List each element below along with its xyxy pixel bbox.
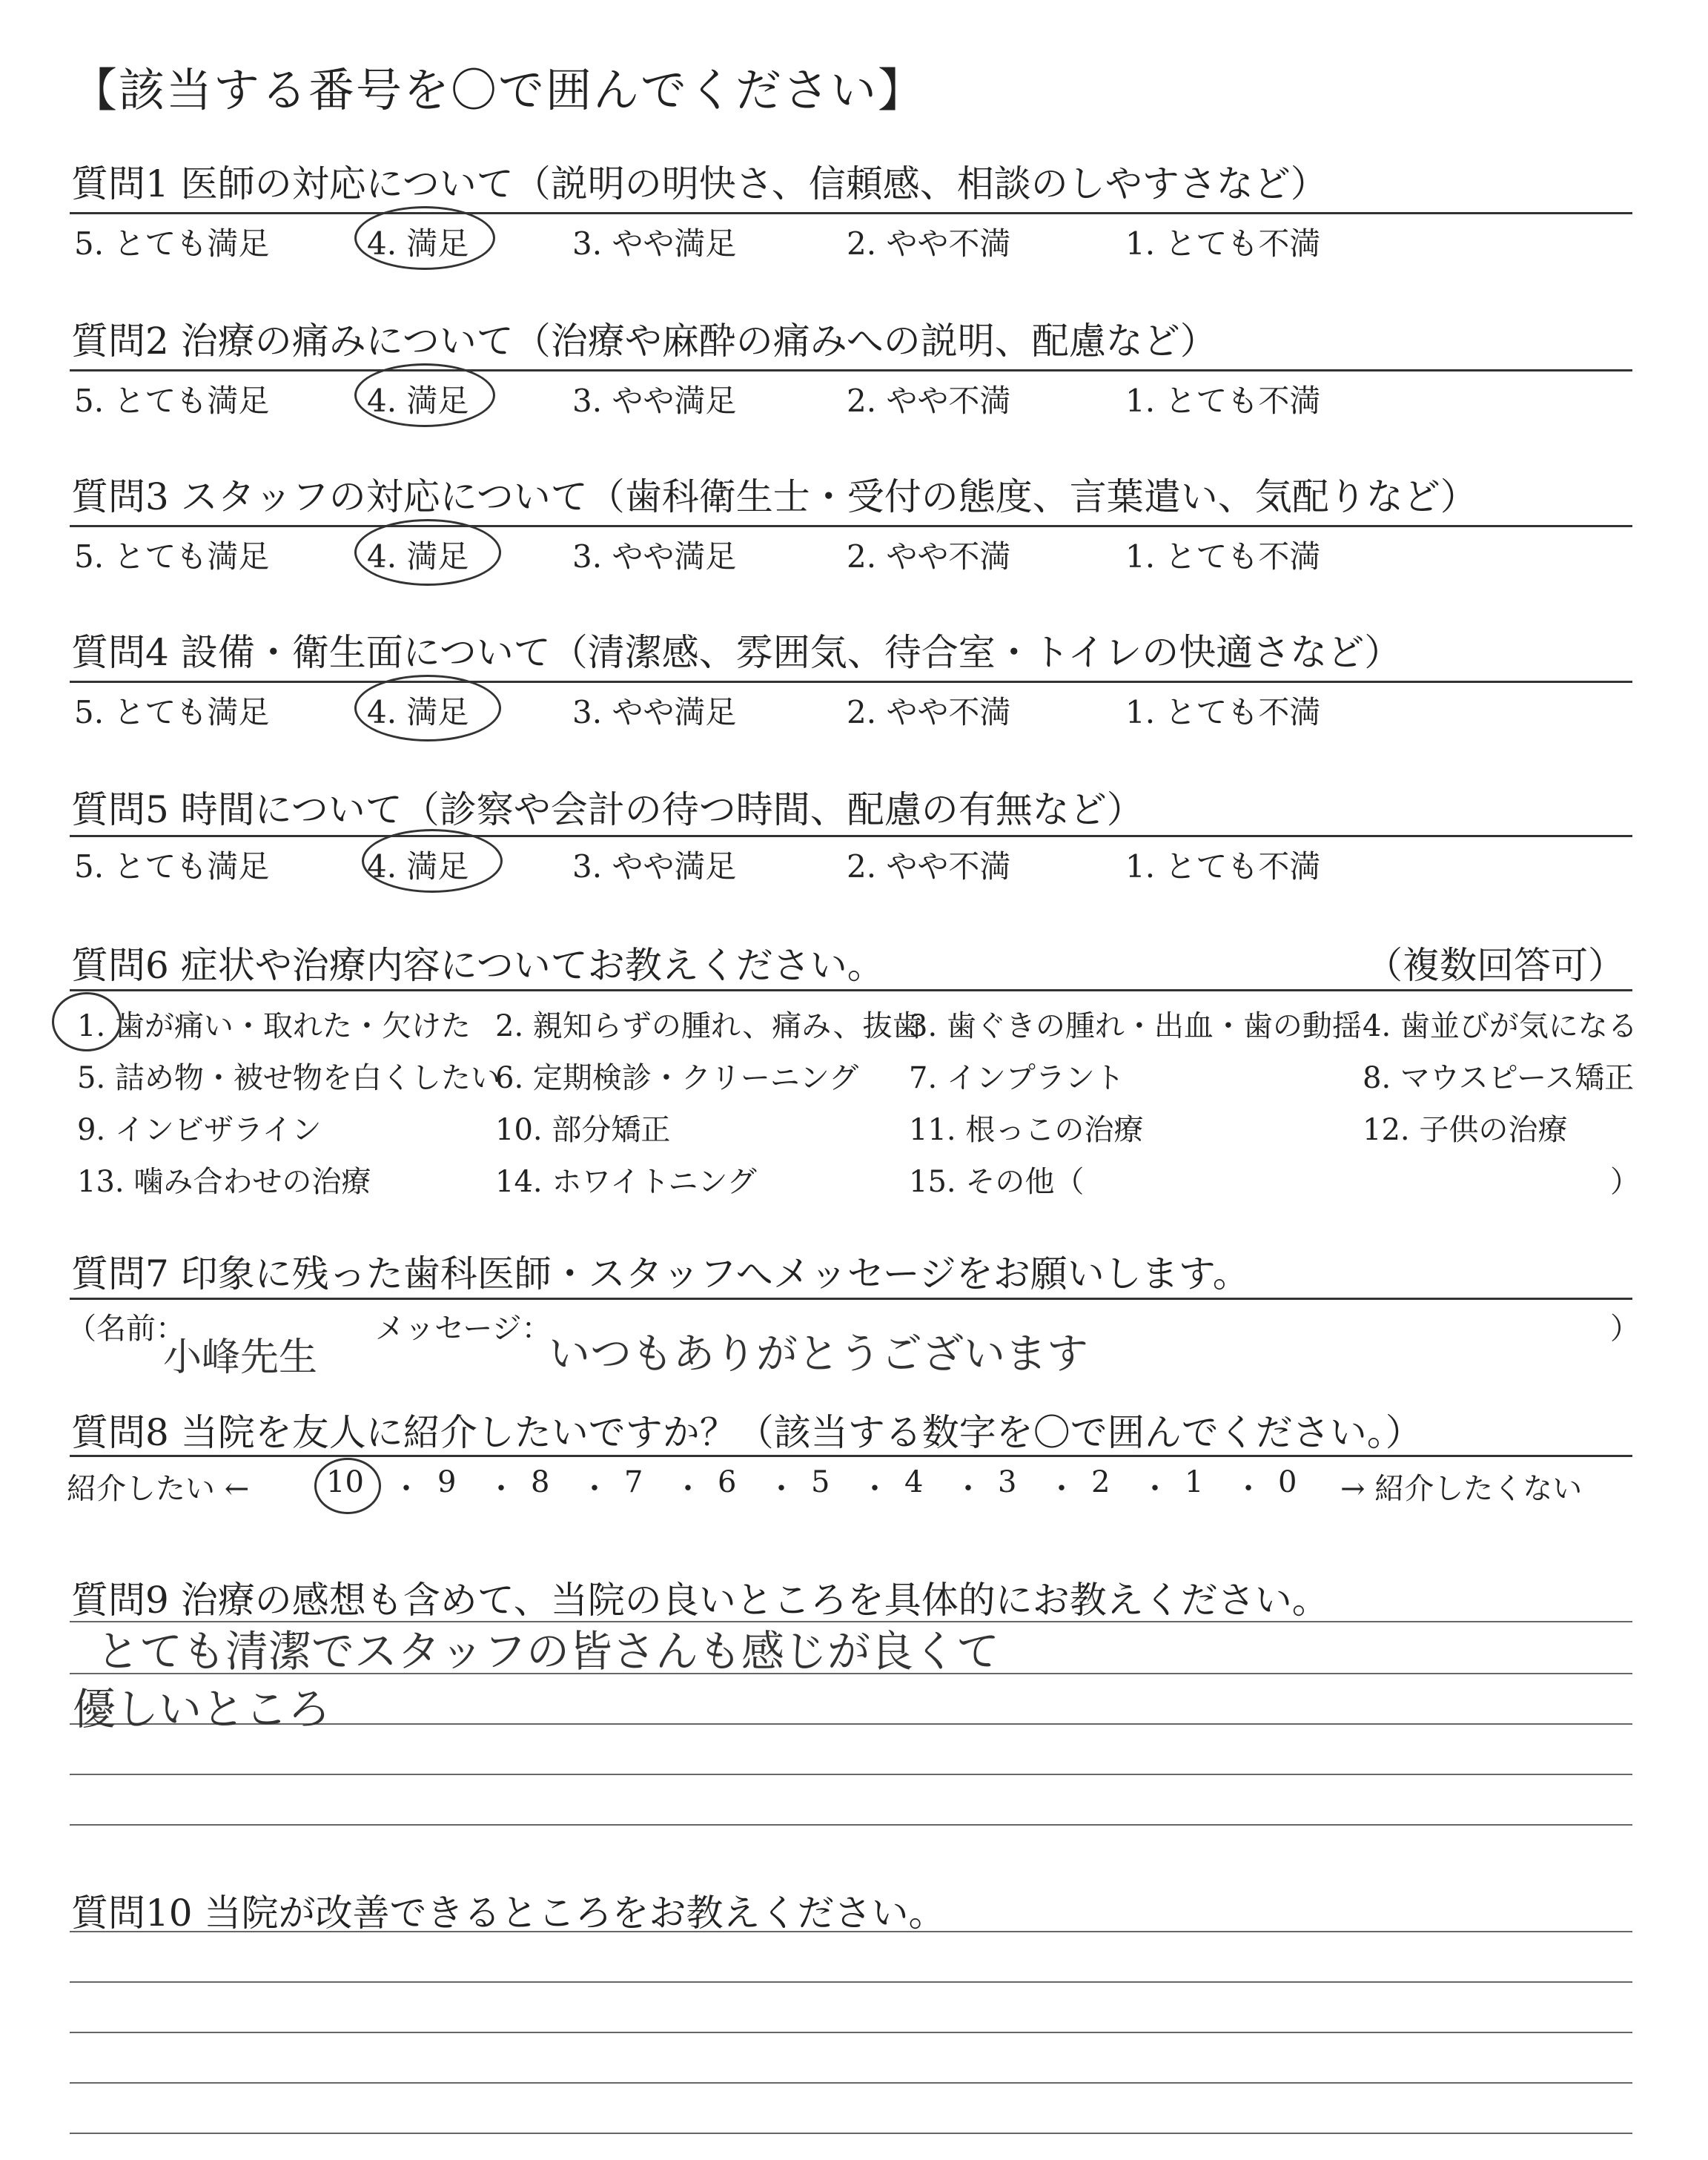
q5-rule [70, 835, 1632, 837]
q8-right-label: → 紹介したくない [1340, 1472, 1583, 1506]
q8-rule [70, 1455, 1632, 1457]
q4-heading: 質問4 設備・衛生面について（清潔感、雰囲気、待合室・トイレの快適さなど） [71, 631, 1402, 674]
q5-option-4[interactable]: 4. 満足 [367, 848, 469, 885]
q8-dot: ・ [580, 1472, 609, 1506]
q6-option-2[interactable]: 2. 親知らずの腫れ、痛み、抜歯 [495, 1009, 922, 1043]
q3-option-1[interactable]: 1. とても不満 [1125, 538, 1321, 575]
q9-heading: 質問9 治療の感想も含めて、当院の良いところを具体的にお教えください。 [71, 1579, 1329, 1622]
q6-option-9[interactable]: 9. インビザライン [77, 1113, 322, 1147]
q6-option-12[interactable]: 12. 子供の治療 [1363, 1113, 1568, 1147]
q6-option-15[interactable]: 15. その他（ [909, 1165, 1085, 1199]
q8-dot: ・ [391, 1472, 421, 1506]
q9-rule [70, 1774, 1632, 1775]
q8-value-1[interactable]: 1 [1185, 1465, 1204, 1499]
q1-rule [70, 212, 1632, 214]
q5-option-3[interactable]: 3. やや満足 [572, 848, 737, 885]
q6-option-5[interactable]: 5. 詰め物・被せ物を白くしたい [77, 1061, 500, 1095]
q2-option-5[interactable]: 5. とても満足 [74, 383, 270, 419]
q8-value-10[interactable]: 10 [326, 1465, 364, 1499]
q5-option-2[interactable]: 2. やや不満 [847, 848, 1011, 885]
q10-rule [70, 1981, 1632, 1983]
q8-value-4[interactable]: 4 [904, 1465, 924, 1499]
q4-rule [70, 681, 1632, 683]
q8-dot: ・ [860, 1472, 890, 1506]
q8-value-0[interactable]: 0 [1278, 1465, 1297, 1499]
q1-option-1[interactable]: 1. とても不満 [1125, 225, 1321, 262]
q3-heading: 質問3 スタッフの対応について（歯科衛生士・受付の態度、言葉遣い、気配りなど） [71, 475, 1477, 518]
q6-option-11[interactable]: 11. 根っこの治療 [909, 1113, 1144, 1147]
q4-option-1[interactable]: 1. とても不満 [1125, 694, 1321, 730]
q7-name-label: （名前： [67, 1312, 185, 1346]
q8-value-8[interactable]: 8 [531, 1465, 550, 1499]
q1-option-5[interactable]: 5. とても満足 [74, 225, 270, 262]
q1-option-4[interactable]: 4. 満足 [367, 225, 469, 262]
q1-option-2[interactable]: 2. やや不満 [847, 225, 1011, 262]
q1-heading: 質問1 医師の対応について（説明の明快さ、信頼感、相談のしやすさなど） [71, 162, 1328, 205]
q6-multiple-note: （複数回答可） [1366, 944, 1625, 987]
q6-answer-circle [52, 992, 122, 1051]
q7-heading: 質問7 印象に残った歯科医師・スタッフへメッセージをお願いします。 [71, 1252, 1250, 1295]
q3-option-3[interactable]: 3. やや満足 [572, 538, 737, 575]
q8-dot: ・ [673, 1472, 703, 1506]
q5-heading: 質問5 時間について（診察や会計の待つ時間、配慮の有無など） [71, 788, 1144, 831]
q4-option-2[interactable]: 2. やや不満 [847, 694, 1011, 730]
q5-answer-circle [362, 829, 503, 893]
q8-dot: ・ [1140, 1472, 1170, 1506]
q8-value-6[interactable]: 6 [718, 1465, 737, 1499]
q2-rule [70, 369, 1632, 371]
q7-name-handwritten: 小峰先生 [163, 1335, 318, 1380]
q9-answer-line-1: とても清潔でスタッフの皆さんも感じが良くて [96, 1626, 1000, 1677]
q3-option-4[interactable]: 4. 満足 [367, 538, 469, 575]
q8-dot: ・ [953, 1472, 983, 1506]
q9-answer-line-2: 優しいところ [73, 1684, 331, 1734]
q6-option-4[interactable]: 4. 歯並びが気になる [1363, 1009, 1638, 1043]
q8-value-9[interactable]: 9 [437, 1465, 457, 1499]
q2-option-2[interactable]: 2. やや不満 [847, 383, 1011, 419]
q4-option-3[interactable]: 3. やや満足 [572, 694, 737, 730]
q3-answer-circle [354, 519, 501, 586]
q8-answer-circle [314, 1458, 381, 1514]
q7-message-handwritten: いつもありがとうございます [549, 1330, 1088, 1378]
q7-message-label: メッセージ： [375, 1312, 552, 1346]
q6-option-6[interactable]: 6. 定期検診・クリーニング [495, 1061, 859, 1095]
q2-option-4[interactable]: 4. 満足 [367, 383, 469, 419]
q5-option-1[interactable]: 1. とても不満 [1125, 848, 1321, 885]
q6-option-1[interactable]: 1. 歯が痛い・取れた・欠けた [77, 1009, 471, 1043]
q8-left-label: 紹介したい ← [67, 1472, 250, 1506]
q4-option-4[interactable]: 4. 満足 [367, 694, 469, 730]
q3-option-2[interactable]: 2. やや不満 [847, 538, 1011, 575]
q5-option-5[interactable]: 5. とても満足 [74, 848, 270, 885]
q8-heading: 質問8 当院を友人に紹介したいですか？（該当する数字を〇で囲んでください。） [71, 1411, 1423, 1454]
q8-value-7[interactable]: 7 [624, 1465, 643, 1499]
q8-value-2[interactable]: 2 [1091, 1465, 1110, 1499]
q6-option-3[interactable]: 3. 歯ぐきの腫れ・出血・歯の動揺 [909, 1009, 1362, 1043]
page-title: 【該当する番号を〇で囲んでください】 [71, 63, 926, 117]
q1-answer-circle [354, 206, 495, 270]
q8-dot: ・ [486, 1472, 516, 1506]
q6-option-8[interactable]: 8. マウスピース矯正 [1363, 1061, 1635, 1095]
q10-heading: 質問10 当院が改善できるところをお教えください。 [71, 1892, 946, 1935]
q4-answer-circle [354, 675, 501, 742]
q8-value-3[interactable]: 3 [998, 1465, 1017, 1499]
q9-rule [70, 1824, 1632, 1826]
q7-rule [70, 1298, 1632, 1300]
q6-option-14[interactable]: 14. ホワイトニング [495, 1165, 757, 1199]
q8-dot: ・ [1234, 1472, 1263, 1506]
q3-rule [70, 525, 1632, 527]
q8-dot: ・ [1047, 1472, 1076, 1506]
q6-option-7[interactable]: 7. インプラント [909, 1061, 1125, 1095]
q1-option-3[interactable]: 3. やや満足 [572, 225, 737, 262]
q6-option-10[interactable]: 10. 部分矯正 [495, 1113, 671, 1147]
q6-rule [70, 989, 1632, 991]
q3-option-5[interactable]: 5. とても満足 [74, 538, 270, 575]
q7-close-paren: ） [1610, 1312, 1640, 1346]
q4-option-5[interactable]: 5. とても満足 [74, 694, 270, 730]
q8-dot: ・ [767, 1472, 796, 1506]
q2-answer-circle [354, 363, 495, 427]
q6-option-13[interactable]: 13. 噛み合わせの治療 [77, 1165, 371, 1199]
q2-heading: 質問2 治療の痛みについて（治療や麻酔の痛みへの説明、配慮など） [71, 320, 1217, 363]
q6-option-15-close: ） [1610, 1165, 1640, 1199]
q8-value-5[interactable]: 5 [811, 1465, 830, 1499]
q10-rule [70, 1931, 1632, 1932]
q2-option-3[interactable]: 3. やや満足 [572, 383, 737, 419]
q2-option-1[interactable]: 1. とても不満 [1125, 383, 1321, 419]
q10-rule [70, 2032, 1632, 2033]
q6-heading: 質問6 症状や治療内容についてお教えください。 [71, 944, 884, 987]
q10-rule [70, 2133, 1632, 2134]
q10-rule [70, 2082, 1632, 2084]
